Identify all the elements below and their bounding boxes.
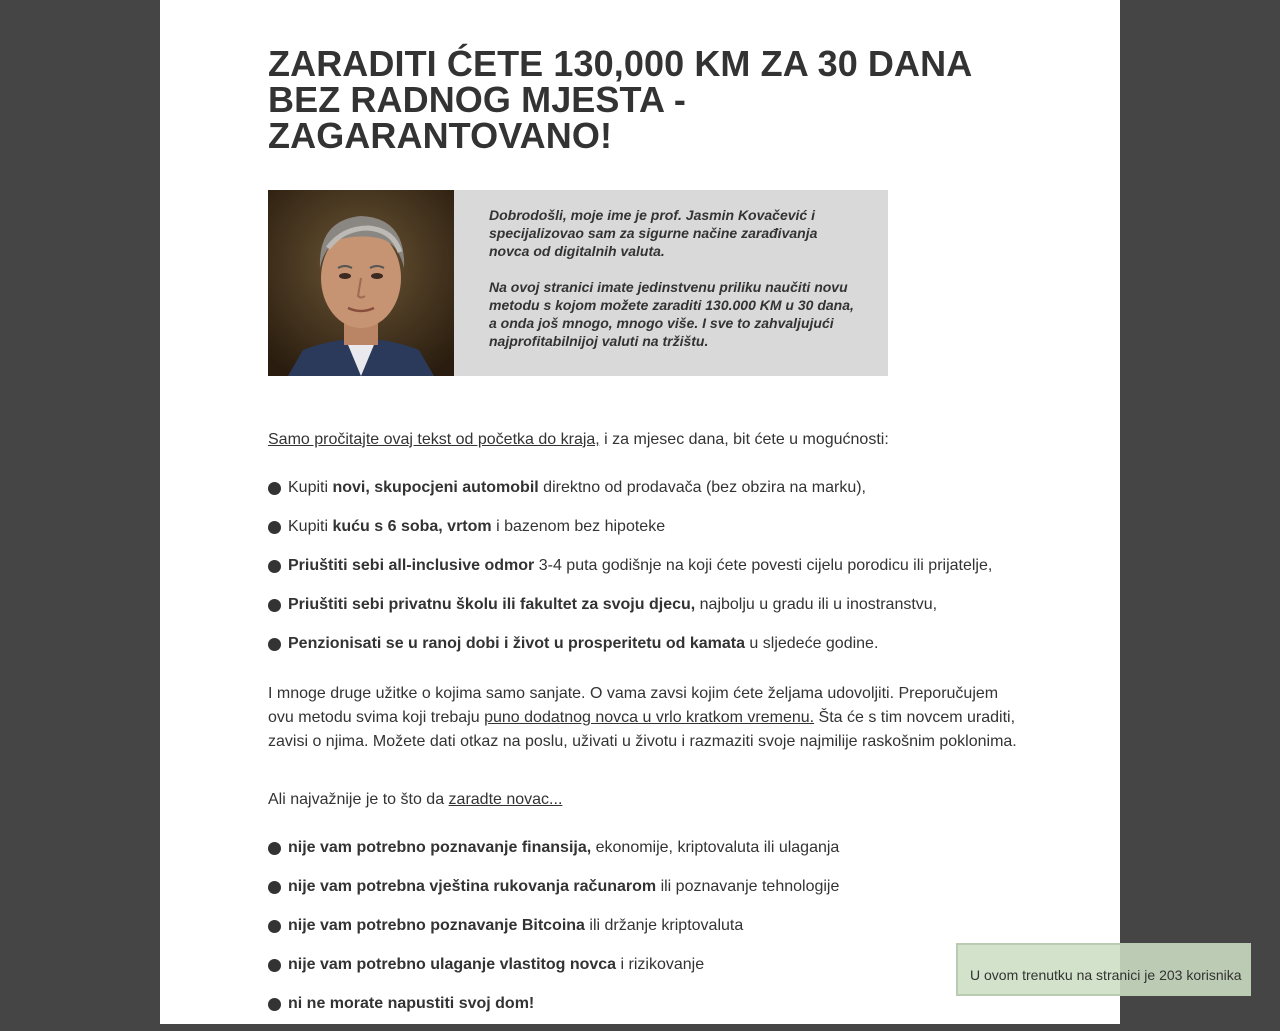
bullet-icon xyxy=(268,920,281,933)
list-item: ni ne morate napustiti svoj dom! xyxy=(268,992,1028,1031)
bullet-icon xyxy=(268,521,281,534)
author-intro-box xyxy=(268,190,888,376)
list-item: Priuštiti sebi all-inclusive odmor 3-4 puta godišnje na koji ćete povesti cijelu porodicu ili prijatelje, xyxy=(268,554,1028,593)
list-item: nije vam potrebno poznavanje finansija, ekonomije, kriptovaluta ili ulaganja xyxy=(268,836,1028,875)
list-item: nije vam potrebna vještina rukovanja računarom ili poznavanje tehnologije xyxy=(268,875,1028,914)
bullet-icon xyxy=(268,482,281,495)
bullet-icon xyxy=(268,959,281,972)
visitor-count-notification xyxy=(956,943,1251,996)
bullet-icon xyxy=(268,638,281,651)
extra-money-link[interactable]: puno dodatnog novca u vrlo kratkom vremenu. xyxy=(484,709,815,726)
page-title: ZARADITI ĆETE 130,000 KM ZA 30 DANA BEZ RADNOG MJESTA - ZAGARANTOVANO! xyxy=(268,43,971,156)
list-item: nije vam potrebno ulaganje vlastitog novca i rizikovanje xyxy=(268,953,1028,992)
bullet-icon xyxy=(268,560,281,573)
lead-sentence xyxy=(268,428,1028,452)
lead-rest: i za mjesec dana, bit ćete u mogućnosti: xyxy=(599,431,889,448)
requirements-list xyxy=(268,836,1028,1031)
list-item: Penzionisati se u ranoj dobi i život u prosperitetu od kamata u sljedeće godine. xyxy=(268,632,1028,671)
list-item: Priuštiti sebi privatnu školu ili fakultet za svoju djecu, najbolju u gradu ili u inostranstvu, xyxy=(268,593,1028,632)
list-item: Kupiti kuću s 6 soba, vrtom i bazenom bez hipoteke xyxy=(268,515,1028,554)
read-text-link[interactable]: Samo pročitajte ovaj tekst od početka do kraja, xyxy=(268,431,600,448)
intro-paragraph-2: Na ovoj stranici imate jedinstvenu priliku naučiti novu metodu s kojom možete zaraditi 130.000 KM u 30 dana, a onda još mnogo, mnogo više. I sve to zahvaljujući najprofitabilnijoj valuti na tržištu. xyxy=(489,279,854,349)
intro-paragraph-1: Dobrodošli, moje ime je prof. Jasmin Kovačević i specijalizovao sam za sigurne načine zarađivanja novca od digitalnih valuta. xyxy=(489,207,818,259)
benefits-list xyxy=(268,476,1028,671)
visitor-count-text: U ovom trenutku na stranici je 203 korisnika xyxy=(970,967,1242,983)
author-portrait-image xyxy=(268,190,454,376)
page-container xyxy=(160,0,1120,1024)
bullet-icon xyxy=(268,599,281,612)
main-paragraph: I mnoge druge užitke o kojima samo sanjate. O vama zavsi kojim ćete željama udovoljiti. Preporučujem ovu metodu svima koji trebaju puno dodatnog novca u vrlo kratkom vremenu. Šta će s tim novcem uraditi, zavisi o njima. Možete dati otkaz na poslu, uživati u životu i razmaziti svoje najmilije raskošnim poklonima. xyxy=(268,685,1017,750)
bullet-icon xyxy=(268,881,281,894)
earn-money-link[interactable]: zaradte novac... xyxy=(448,791,563,808)
author-photo xyxy=(268,190,454,376)
list-item: nije vam potrebno poznavanje Bitcoina ili držanje kriptovaluta xyxy=(268,914,1028,953)
bullet-icon xyxy=(268,998,281,1011)
important-paragraph: Ali najvažnije je to što da zaradte novac... xyxy=(268,791,563,808)
bullet-icon xyxy=(268,842,281,855)
list-item: Kupiti novi, skupocjeni automobil direktno od prodavača (bez obzira na marku), xyxy=(268,476,1028,515)
author-intro-text xyxy=(489,206,857,368)
